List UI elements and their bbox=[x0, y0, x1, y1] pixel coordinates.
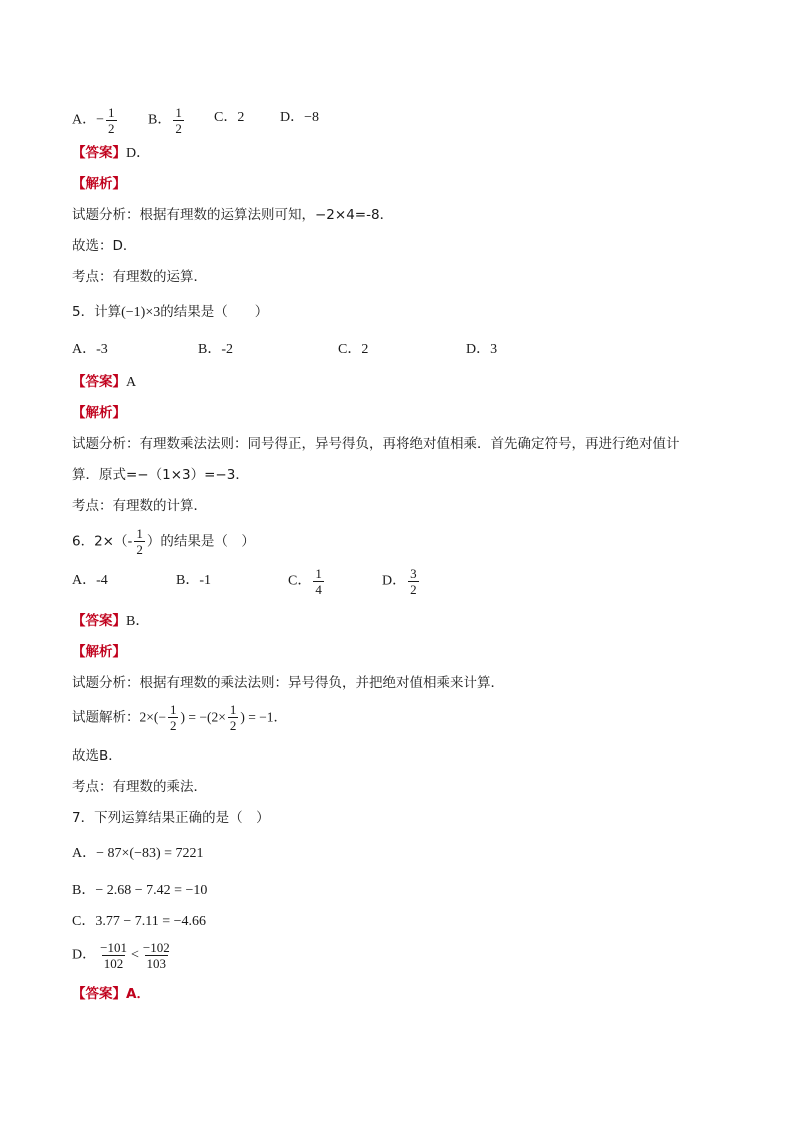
q6-stem-fraction bbox=[134, 526, 145, 557]
q4-answer bbox=[72, 144, 150, 163]
answer-text: A bbox=[126, 375, 137, 390]
q6-stem-prefix: 6．2×（- bbox=[72, 533, 133, 550]
q6-solution-part-3: ) = −1． bbox=[240, 709, 288, 725]
q6-solution bbox=[72, 702, 287, 733]
answer-tag: 【答案】 bbox=[72, 986, 126, 1002]
q7-option-a: A．− 87×(−83) = 7221 bbox=[72, 846, 204, 861]
q6-analysis-tag: 【解析】 bbox=[72, 644, 126, 660]
q5-knowledge-point: 考点：有理数的计算． bbox=[72, 498, 207, 514]
q4-analysis-text: 试题分析：根据有理数的运算法则可知，−2×4=-8． bbox=[72, 207, 394, 223]
q4-option-c: C．2 bbox=[214, 110, 245, 125]
fraction-denominator: 2 bbox=[175, 121, 182, 136]
q4-option-b bbox=[148, 105, 186, 136]
q5-option-d: D．3 bbox=[466, 342, 498, 357]
q6-option-c bbox=[288, 566, 326, 597]
q6-solution-part-2: ) = −(2× bbox=[180, 709, 226, 725]
answer-tag: 【答案】 bbox=[72, 374, 126, 390]
q5-stem bbox=[72, 303, 268, 322]
answer-text: D． bbox=[126, 146, 151, 161]
fraction-denominator: 103 bbox=[146, 956, 167, 971]
q6-solution-fraction-1 bbox=[168, 702, 179, 733]
q5-option-c: C．2 bbox=[338, 342, 369, 357]
fraction-numerator: 1 bbox=[315, 566, 322, 581]
q6-answer bbox=[72, 612, 149, 631]
fraction-numerator: 1 bbox=[229, 702, 237, 717]
q6-stem bbox=[72, 526, 255, 557]
q6-solution-part-1: 2×(− bbox=[139, 709, 166, 725]
q6-solution-label: 试题解析： bbox=[72, 709, 140, 726]
fraction-numerator: −101 bbox=[100, 940, 127, 955]
q6-option-d-label: D． bbox=[382, 573, 407, 589]
answer-tag: 【答案】 bbox=[72, 145, 126, 161]
fraction-numerator: 1 bbox=[108, 105, 115, 120]
q6-option-a: A．-4 bbox=[72, 573, 108, 588]
q7-option-d-fraction-2 bbox=[141, 940, 172, 971]
q4-option-b-label: B． bbox=[148, 112, 172, 128]
q7-option-b: B．− 2.68 − 7.42 = −10 bbox=[72, 883, 208, 898]
q7-option-d-label: D． bbox=[72, 947, 97, 963]
q6-analysis-text: 试题分析：根据有理数的乘法法则：异号得负，并把绝对值相乘来计算． bbox=[72, 675, 504, 691]
fraction-denominator: 2 bbox=[169, 718, 177, 733]
answer-tag: 【答案】 bbox=[72, 613, 126, 629]
q6-option-d bbox=[382, 566, 421, 597]
q6-stem-suffix: ）的结果是（ ） bbox=[146, 533, 255, 550]
q5-answer bbox=[72, 373, 136, 392]
q7-option-d-relation: < bbox=[130, 947, 139, 963]
q4-option-a-label: A． bbox=[72, 112, 97, 128]
q5-analysis-tag: 【解析】 bbox=[72, 405, 126, 421]
q6-choose-text: 故选B． bbox=[72, 748, 122, 764]
q5-analysis-text-1: 试题分析：有理数乘法法则：同号得正，异号得负，再将绝对值相乘．首先确定符号，再进行绝对值计 bbox=[72, 436, 680, 452]
fraction-numerator: 3 bbox=[410, 566, 417, 581]
q5-stem-prefix: 5．计算 bbox=[72, 304, 122, 320]
q4-option-b-fraction bbox=[173, 105, 184, 136]
q7-option-c: C．3.77 − 7.11 = −4.66 bbox=[72, 914, 207, 929]
q4-option-a bbox=[72, 105, 119, 136]
fraction-denominator: 2 bbox=[136, 542, 143, 557]
answer-text: B． bbox=[126, 614, 150, 629]
fraction-denominator: 2 bbox=[229, 718, 237, 733]
q7-answer bbox=[72, 985, 150, 1003]
fraction-numerator: 1 bbox=[175, 105, 182, 120]
answer-text: A． bbox=[126, 986, 150, 1002]
fraction-numerator: 1 bbox=[169, 702, 177, 717]
q6-knowledge-point: 考点：有理数的乘法． bbox=[72, 779, 207, 795]
fraction-denominator: 102 bbox=[103, 956, 124, 971]
q4-option-a-sign: − bbox=[96, 112, 105, 128]
q6-option-b: B．-1 bbox=[176, 573, 211, 588]
q6-option-c-label: C． bbox=[288, 573, 312, 589]
fraction-numerator: 1 bbox=[136, 526, 143, 541]
q6-option-d-fraction bbox=[408, 566, 419, 597]
q5-option-b: B．-2 bbox=[198, 342, 233, 357]
q7-stem: 7．下列运算结果正确的是（ ） bbox=[72, 810, 270, 826]
q6-option-c-fraction bbox=[313, 566, 324, 597]
q4-choose-text: 故选：D． bbox=[72, 238, 137, 254]
q4-knowledge-point: 考点：有理数的运算． bbox=[72, 269, 207, 285]
q7-option-d-fraction-1 bbox=[98, 940, 129, 971]
q7-option-d bbox=[72, 940, 174, 971]
fraction-denominator: 4 bbox=[315, 582, 322, 597]
q4-analysis-tag: 【解析】 bbox=[72, 176, 126, 192]
fraction-denominator: 2 bbox=[108, 121, 115, 136]
q4-option-d: D．−8 bbox=[280, 110, 320, 125]
q5-analysis-text-2: 算．原式=−（1×3）=−3． bbox=[72, 467, 249, 483]
fraction-denominator: 2 bbox=[410, 582, 417, 597]
q5-stem-suffix: 的结果是（ ） bbox=[160, 304, 269, 320]
fraction-numerator: −102 bbox=[142, 940, 170, 955]
q6-solution-fraction-2 bbox=[228, 702, 239, 733]
q5-stem-math: (−1)×3 bbox=[121, 305, 161, 320]
q4-option-a-fraction bbox=[106, 105, 117, 136]
q5-option-a: A．-3 bbox=[72, 342, 108, 357]
